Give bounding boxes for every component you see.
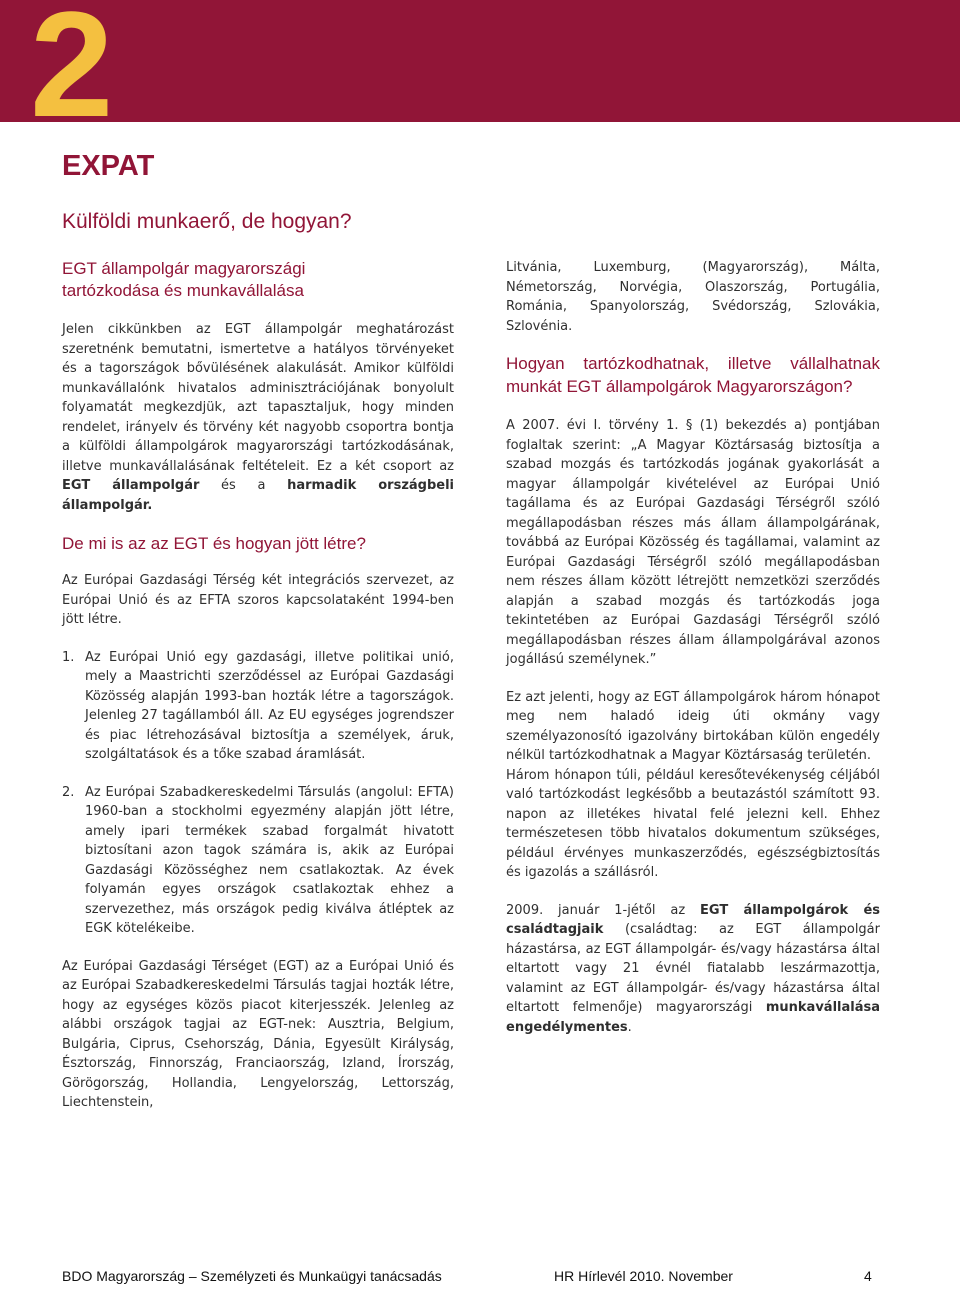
egt-members-paragraph: Az Európai Gazdasági Térséget (EGT) az a Európai Unió és az Európai Szabadkereskedelmi Társulás tagjai hozták létre, hogy az egységes közös piacot kiterjesszék. Jelenleg az alábbi országok tagjai az EGT-nek: Ausztria, Belgium, Bulgária, Ciprus, Csehország, Dánia, Egyesült Királyság, Észtország, Finnország, Franciaország, Izland, Írország, Görögország, Hollandia, Lengyelország, Lettország, Liechtenstein, bbox=[62, 958, 454, 1110]
period: . bbox=[627, 1019, 632, 1035]
2009-paragraph bbox=[506, 901, 880, 1038]
right-column bbox=[506, 258, 880, 1037]
list-number: 1. bbox=[62, 649, 75, 665]
list-text: Az Európai Szabadkereskedelmi Társulás (angolul: EFTA) 1960-ban a stockholmi egyezmény alapján jött létre, amely ipari termékek szabad forgalmát hivatott biztosítani azon tagok számára is, akik az Európai Gazdasági Közösséghez nem csatlakoztak. Az évek folyamán egyes országok csatlakoztak ehhez a szervezethez, más országok pedig kiválva átléptek az EGK kötelékeibe. bbox=[85, 784, 454, 936]
footer-newsletter: HR Hírlevél 2010. November bbox=[554, 1268, 733, 1284]
members-continued-paragraph: Litvánia, Luxemburg, (Magyarország), Málta, Németország, Norvégia, Olaszország, Portugália, Románia, Spanyolország, Svédország, Szlovákia, Szlovénia. bbox=[506, 260, 880, 334]
three-months-paragraph: Ez azt jelenti, hogy az EGT állampolgárok három hónapot meg nem haladó ideig úti okmány vagy személyazonosító igazolvány birtokában külön engedély nélkül tartózkodhatnak a Magyar Köztársaság területén. bbox=[506, 689, 880, 763]
heading-egt-residence: EGT állampolgár magyarországi tartózkodása és munkavállalása bbox=[62, 259, 306, 300]
bold-egt-citizen: EGT állampolgár bbox=[62, 478, 200, 493]
page-footer bbox=[62, 1268, 882, 1288]
bold-work-permit-free: munkavállalása engedélymentes bbox=[506, 1000, 880, 1035]
list-number: 2. bbox=[62, 784, 75, 800]
over-three-months-paragraph: Három hónapon túli, például keresőtevékenység céljából való tartózkodást legkésőbb a beutazástól számított 93. napon az illetékes hivatal felé jelezni kell. Ehhez természetesen több hivatalos dokumentum szükséges, például érvényes munkaszerződés, egészségbiztosítás és igazolás a szállásról. bbox=[506, 767, 880, 880]
text-2009: 2009. január 1-jétől az bbox=[506, 902, 686, 918]
intro-paragraph: Jelen cikkünkben az EGT állampolgár meghatározást szeretnénk bemutatni, ismertetve a hatályos törvényeket és a tagországok bővülésének alakulását. Amikor külföldi munkavállalónk hivatalos adminisztrációjának bonyolult folyamatát megkezdjük, azt tapasztaljuk, hogy minden rendelet, irányelv és törvény két nagyobb csoportra bontja a külföldi állampolgárok magyarországi tartózkodásának, illetve munkavállalásának feltételeit. Ez a két csoport az EGT állampolgár és a harmadik országbeli állampolgár. bbox=[62, 322, 455, 513]
bold-egt-family: EGT állampolgárok és családtagjaik bbox=[506, 902, 881, 937]
footer-company: BDO Magyarország – Személyzeti és Munkaügyi tanácsadás bbox=[62, 1268, 442, 1284]
heading-what-is-egt: De mi is az az EGT és hogyan jött létre? bbox=[62, 534, 366, 553]
intro-text-3: és a bbox=[221, 478, 266, 493]
header-banner bbox=[0, 0, 960, 148]
list-item bbox=[62, 648, 454, 765]
heading-how-to-stay: Hogyan tartózkodhatnak, illetve vállalhatnak munkát EGT állampolgárok Magyarországon? bbox=[506, 354, 880, 396]
page-number: 4 bbox=[864, 1268, 872, 1284]
left-column bbox=[62, 258, 454, 1113]
list-item bbox=[62, 783, 454, 939]
list-text: Az Európai Unió egy gazdasági, illetve politikai unió, mely a Maastrichti szerződéssel az Európai Gazdasági Közösség alapján 1993-ban hozták létre a tagországok. Jelenleg 27 tagállamból áll. Az EU egységes jogrendszer és piac létrehozásával biztosítja a személyek, áruk, szolgáltatások és a tőke szabad áramlását. bbox=[85, 649, 454, 762]
section-title: EXPAT bbox=[62, 150, 155, 182]
article-subtitle: Külföldi munkaerő, de hogyan? bbox=[62, 210, 352, 233]
intro-text-2: Ez a két csoport az bbox=[316, 458, 454, 474]
chapter-number: 2 bbox=[30, 0, 114, 148]
law-quote-paragraph: A 2007. évi I. törvény 1. § (1) bekezdés a) pontjában foglaltak szerint: „A Magyar Köztársaság biztosítja a szabad mozgás és tartózkodás jogának gyakorlását a magyar állampolgár kivételével az Európai Unió tagállama és az Európai Gazdasági Térségről szóló megállapodásban részes más állam állampolgárának, továbbá az Európai Közösség és tagállamai, valamint az Európai Gazdasági Térségről szóló megállapodásban nem részes állam között létrejött nemzetközi szerződés alapján a szabad mozgás és tartózkodás joga tekintetében az Európai Gazdasági Térségről szóló megállapodásban részes állam állampolgárával azonos jogállású személynek.” bbox=[506, 418, 880, 667]
bold-third-country: harmadik országbeli állampolgár bbox=[62, 478, 455, 513]
intro-text: Jelen cikkünkben az EGT állampolgár meghatározást szeretnénk bemutatni, ismertetve a hatályos törvényeket és a tagországok bővülésének alakulását. Amikor külföldi munkavállalónk hivatalos adminisztrációjának bonyolult folyamatát megkezdjük, azt tapasztaljuk, hogy minden rendelet, irányelv és törvény két nagyobb csoportra bontja a külföldi állampolgárok magyarországi tartózkodásának, illetve munkavállalásának feltételeit. bbox=[62, 322, 454, 474]
egt-definition-paragraph: Az Európai Gazdasági Térség két integrációs szervezet, az Európai Unió és az EFTA szoros kapcsolataként 1994-ben jött létre. bbox=[62, 573, 454, 627]
text-family-definition: (családtag: az EGT állampolgár házastársa, az EGT állampolgár- és/vagy házastársa által eltartott vagy 21 évnél fiatalabb leszármazottja, valamint az EGT állampolgár- és/vagy házastársa által eltartott felmenője) magyarországi bbox=[506, 922, 880, 1015]
